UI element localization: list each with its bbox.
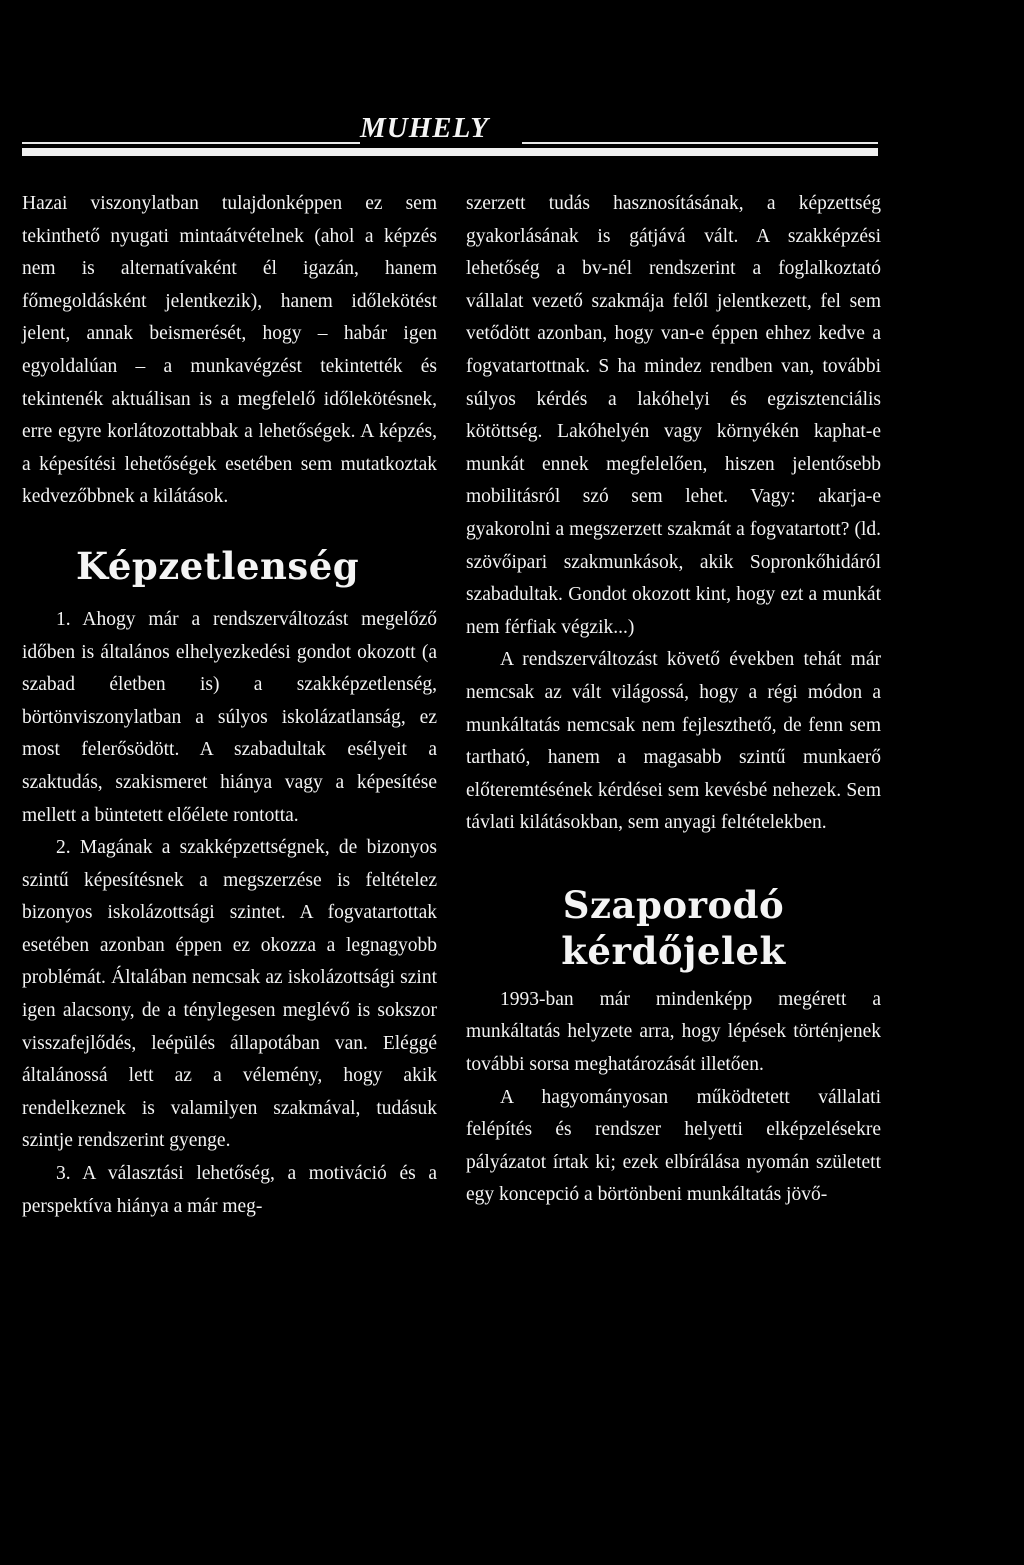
section-title: MUHELY [360,112,489,144]
heading-kepzetlenseg: Képzetlenség [76,543,360,588]
page-header [22,112,878,162]
left-column [22,188,437,1223]
intro-paragraph: Hazai viszonylatban tulajdonképpen ez sem tekinthető nyugati mintaátvételnek (ahol a képzés nem is alternatívaként él igazán, hanem főmegoldásként jelentkezik), hanem időlekötést jelent, annak beismerését, hogy – habár igen egyoldalúan – a munkavégzést tekintették és tekintenék aktuálisan is a megfelelő időlekötésnek, erre egyre korlátozottabbak a lehetőségek. A képzés, a képesítési lehetőségek esetében sem mutatkoztak kedvezőbbnek a kilátások. [22,193,437,508]
heading-line-2: kérdőjelek [561,928,786,973]
paragraph-point-1: 1. Ahogy már a rendszerváltozást megelőző időben is általános elhelyezkedési gondot okozott (a szabad életben is) a szakképzetlenség, börtönviszonylatban a súlyos iskolázatlanság, ez most felerősödött. A szabadultak esélyeit a szaktudás, szakismeret hiánya vagy a képesítése mellett a büntetett előélete rontotta. [22,608,437,826]
right-column [466,188,881,1212]
paragraph-rendszervaltozas: A rendszerváltozást követő években tehát már nemcsak az vált világossá, hogy a régi módon a munkáltatás nemcsak nem fejleszthető, de fenn sem tartható, hanem a magasabb szintű munkaerő előteremtésének kérdései sem kevésbé nehezek. Sem távlati kilátásokban, sem anyagi feltételekben. [466,649,881,834]
paragraph-point-3: 3. A választási lehetőség, a motiváció és a perspektíva hiánya a már meg- [22,1163,437,1217]
heading-szaporodo-kerdojelek [466,882,881,974]
paragraph-palyazat: A hagyományosan működtetett vállalati felépítés és rendszer helyetti elképzelésekre pályázatot írtak ki; ezek elbírálása nyomán született egy koncepció a börtönbeni munkáltatás jövő- [466,1086,881,1206]
header-rule-right [522,142,878,144]
paragraph-1993: 1993-ban már mindenképp megérett a munkáltatás helyzete arra, hogy lépések történjenek további sorsa meghatározását illetően. [466,988,881,1076]
header-rule-thick [22,148,878,156]
heading-line-1: Szaporodó [562,882,785,927]
continuation-paragraph: szerzett tudás hasznosításának, a képzettség gyakorlásának is gátjává vált. A szakképzési lehetőség a bv-nél rendszerint a foglalkoztató vállalat vezető szakmája felől jelentkezett, fel sem vetődött azonban, hogy van-e éppen ehhez kedve a fogvatartottnak. S ha mindez rendben van, további súlyos kérdés a lakóhelyi és egzisztenciális kötöttség. Lakóhelyén vagy környékén kaphat-e munkát ennek megfelelően, hiszen jelentősebb mobilitásról szó sem lehet. Vagy: akarja-e gyakorolni a megszerzett szakmát a fogvatartott? (ld. szövőipari szakmunkások, akik Sopronkőhidáról szabadultak. Gondot okozott kint, hogy ezt a munkát nem férfiak végzik...) [466,193,881,638]
header-rule-left [22,142,360,144]
paragraph-point-2: 2. Magának a szakképzettségnek, de bizonyos szintű képesítésnek a megszerzése is feltételez bizonyos iskolázottsági szintet. A fogvatartottak esetében azonban éppen ez okozza a legnagyobb problémát. Általában nemcsak az iskolázottsági szint igen alacsony, de a ténylegesen meglévő is sokszor visszafejlődés, leépülés állapotában van. Eléggé általánossá lett az a vélemény, hogy akik rendelkeznek is valamilyen szakmával, tudásuk szintje rendszerint gyenge. [22,837,437,1152]
